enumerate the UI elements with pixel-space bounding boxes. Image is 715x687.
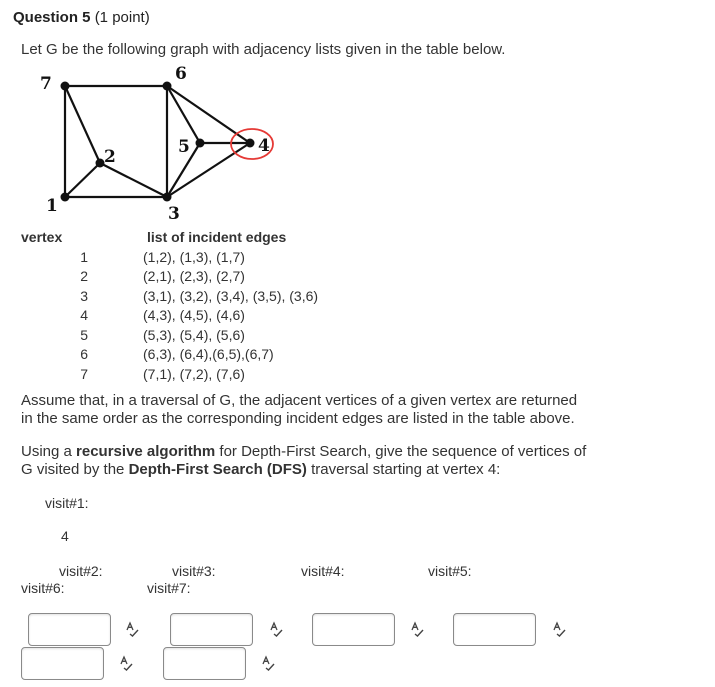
table-row-edges: (4,3), (4,5), (4,6) (143, 307, 245, 323)
instruction-text: G visited by the (21, 461, 129, 478)
instruction-line-2 (21, 461, 586, 479)
edge-6-5 (167, 86, 200, 143)
instruction-bold: Depth-First Search (DFS) (128, 461, 307, 478)
visit-2-label: visit#2: (59, 563, 103, 579)
edge-2-3 (100, 163, 167, 197)
instruction-line-1 (21, 443, 586, 461)
node-5 (196, 139, 205, 148)
edge-6-4 (167, 86, 250, 143)
table-row-edges: (2,1), (2,3), (2,7) (143, 268, 245, 284)
edge-1-2 (65, 163, 100, 197)
question-points: (1 point) (94, 9, 150, 26)
visit-4-input[interactable] (312, 613, 395, 646)
spellcheck-icon[interactable] (118, 655, 134, 671)
question-label: Question 5 (13, 9, 91, 26)
table-row-vertex: 4 (80, 307, 88, 323)
visit-2-input[interactable] (28, 613, 111, 646)
assumption-paragraph (21, 392, 577, 428)
vertex-label-7: 7 (40, 74, 52, 94)
visit-3-input[interactable] (170, 613, 253, 646)
visit-7-input[interactable] (163, 647, 246, 680)
visit-3-label: visit#3: (172, 563, 216, 579)
vertex-label-3: 3 (168, 204, 180, 224)
table-row-edges: (6,3), (6,4),(6,5),(6,7) (143, 346, 274, 362)
vertex-label-2: 2 (104, 147, 116, 167)
visit-6-label: visit#6: (21, 580, 65, 596)
instruction-bold: recursive algorithm (76, 443, 216, 460)
table-row-vertex: 1 (80, 249, 88, 265)
visit-7-label: visit#7: (147, 580, 191, 596)
visit-1-label: visit#1: (45, 495, 89, 511)
spellcheck-icon[interactable] (260, 655, 276, 671)
visit-5-label: visit#5: (428, 563, 472, 579)
table-row-vertex: 2 (80, 268, 88, 284)
visit-5-input[interactable] (453, 613, 536, 646)
instruction-text: Using a (21, 443, 77, 460)
graph-figure (0, 0, 715, 230)
edge-7-2 (65, 86, 100, 163)
spellcheck-icon[interactable] (268, 621, 284, 637)
table-header-vertex: vertex (21, 229, 63, 245)
table-row-vertex: 7 (80, 366, 88, 382)
table-row-vertex: 3 (80, 288, 88, 304)
vertex-label-6: 6 (175, 64, 187, 84)
node-1 (61, 193, 70, 202)
spellcheck-icon[interactable] (551, 621, 567, 637)
table-row-vertex: 5 (80, 327, 88, 343)
vertex-label-5: 5 (178, 137, 190, 157)
vertex-label-4: 4 (258, 136, 270, 156)
assumption-line-1: Assume that, in a traversal of G, the adjacent vertices of a given vertex are returned (21, 392, 578, 409)
node-6 (163, 82, 172, 91)
spellcheck-icon[interactable] (124, 621, 140, 637)
node-3 (163, 193, 172, 202)
visit-6-input[interactable] (21, 647, 104, 680)
instruction-paragraph (21, 443, 586, 479)
node-4 (246, 139, 255, 148)
table-row-vertex: 6 (80, 346, 88, 362)
node-7 (61, 82, 70, 91)
assumption-line-2: in the same order as the corresponding incident edges are listed in the table above. (21, 410, 575, 427)
vertex-label-1: 1 (46, 196, 58, 216)
table-row-edges: (3,1), (3,2), (3,4), (3,5), (3,6) (143, 288, 319, 304)
table-header-edges: list of incident edges (147, 229, 287, 245)
table-row-edges: (5,3), (5,4), (5,6) (143, 327, 245, 343)
instruction-text: traversal starting at vertex 4: (306, 461, 501, 478)
table-row-edges: (7,1), (7,2), (7,6) (143, 366, 245, 382)
visit-4-label: visit#4: (301, 563, 345, 579)
table-row-edges: (1,2), (1,3), (1,7) (143, 249, 245, 265)
instruction-text: for Depth-First Search, give the sequence of vertices of (215, 443, 587, 460)
graph-edges (65, 86, 250, 197)
visit-1-value: 4 (61, 528, 69, 544)
spellcheck-icon[interactable] (409, 621, 425, 637)
intro-text: Let G be the following graph with adjacency lists given in the table below. (21, 41, 506, 58)
